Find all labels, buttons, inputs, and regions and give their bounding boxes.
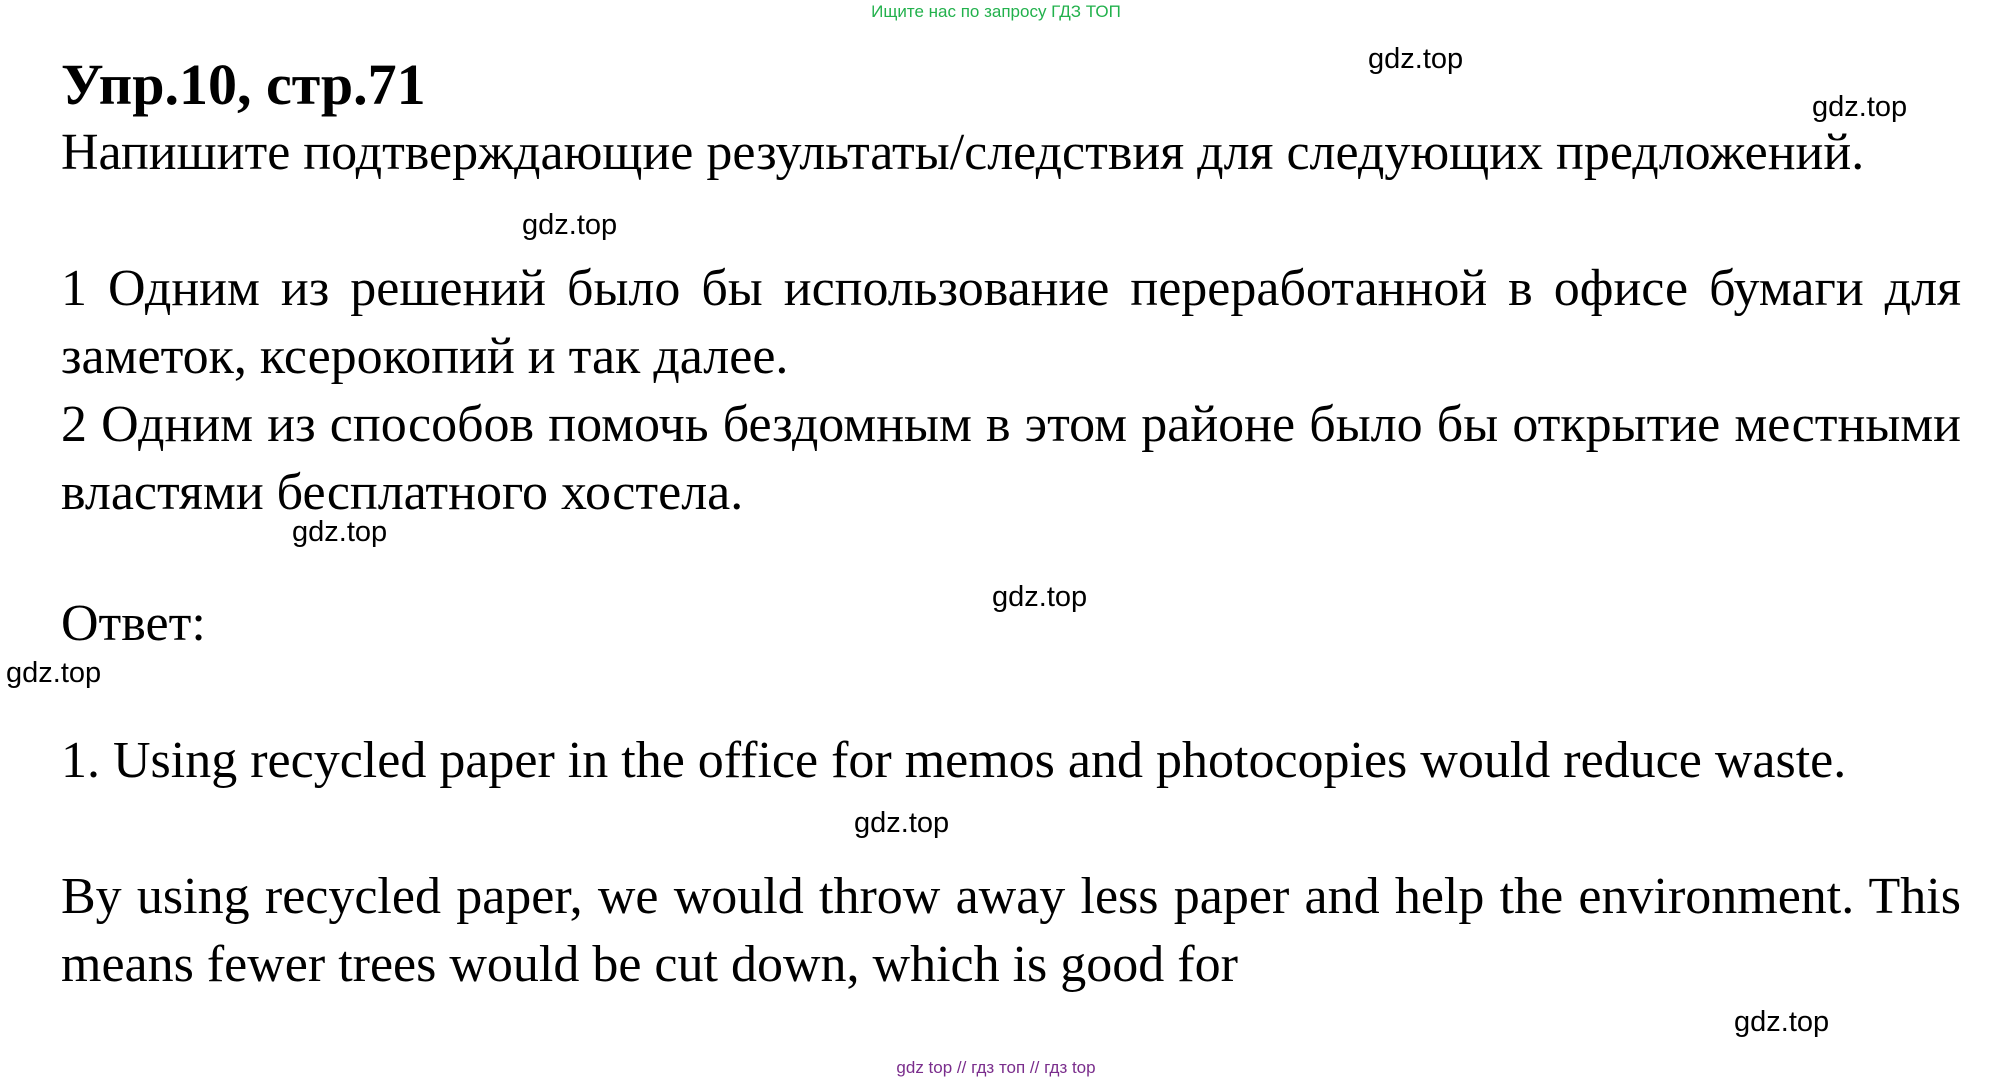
answer-line-2: By using recycled paper, we would throw away less paper and help the environment. This means fewer trees would be cut down, which is good for xyxy=(61,868,1961,993)
watermark: gdz.top xyxy=(1812,91,1908,123)
answer-label: Ответ: xyxy=(61,595,206,652)
top-banner: Ищите нас по запросу ГДЗ ТОП xyxy=(871,2,1121,21)
watermark: gdz.top xyxy=(1734,1006,1830,1038)
watermark: gdz.top xyxy=(854,807,950,839)
exercise-title: Упр.10, стр.71 xyxy=(61,52,426,117)
exercise-item-1: 1 Одним из решений было бы использование переработанной в офисе бумаги для заметок, ксерокопий и так далее. xyxy=(61,260,1961,385)
footer-links: gdz top // гдз топ // гдз top xyxy=(896,1058,1096,1077)
watermark: gdz.top xyxy=(522,209,618,241)
watermark: gdz.top xyxy=(6,657,102,689)
exercise-item-2: 2 Одним из способов помочь бездомным в этом районе было бы открытие местными властями бесплатного хостела. xyxy=(61,396,1961,521)
watermark: gdz.top xyxy=(992,581,1088,613)
watermark: gdz.top xyxy=(1368,43,1464,75)
exercise-instruction: Напишите подтверждающие результаты/следствия для следующих предложений. xyxy=(61,124,1865,181)
watermark: gdz.top xyxy=(292,516,388,548)
answer-line-1: 1. Using recycled paper in the office for memos and photocopies would reduce waste. xyxy=(61,732,1847,789)
